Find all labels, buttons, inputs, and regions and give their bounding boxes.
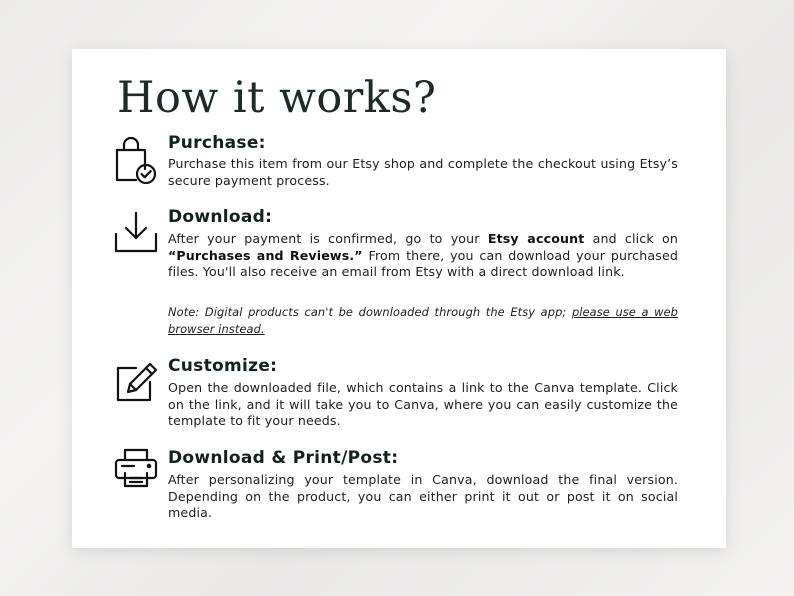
- purchases-reviews-text: “Purchases and Reviews.”: [168, 247, 363, 263]
- step-heading: Customize:: [168, 356, 278, 376]
- download-tray-icon: [114, 208, 158, 256]
- step-description: Open the downloaded file, which contains a link to the Canva template. Click on the link, and it will take you to Canva, where you can easily customize the template to fit your needs.: [168, 380, 678, 429]
- step-note: Note: Digital products can't be downloaded through the Etsy app; please use a web browser instead.: [168, 305, 678, 336]
- page-title: How it works?: [117, 73, 437, 123]
- shopping-bag-check-icon: [114, 136, 158, 184]
- etsy-account-text: Etsy account: [487, 231, 585, 246]
- step-heading: Download & Print/Post:: [168, 448, 399, 468]
- step-heading: Purchase:: [168, 133, 266, 153]
- instructions-card: [72, 49, 726, 548]
- step-description: After personalizing your template in Canva, download the final version. Depending on the product, you can either print it out or post it on social media.: [168, 472, 678, 521]
- printer-icon: [114, 446, 158, 494]
- step-heading: Download:: [168, 207, 273, 227]
- step-description: Purchase this item from our Etsy shop and complete the checkout using Etsy’s secure payment process.: [168, 156, 678, 188]
- edit-pencil-icon: [114, 358, 158, 406]
- web-browser-note-link: please use a web browser instead.: [168, 305, 678, 336]
- step-description: After your payment is confirmed, go to your Etsy account and click on “Purchases and Reviews.” From there, you can download your purchased files. You'll also receive an email from Etsy with a direct download link.: [168, 231, 678, 280]
